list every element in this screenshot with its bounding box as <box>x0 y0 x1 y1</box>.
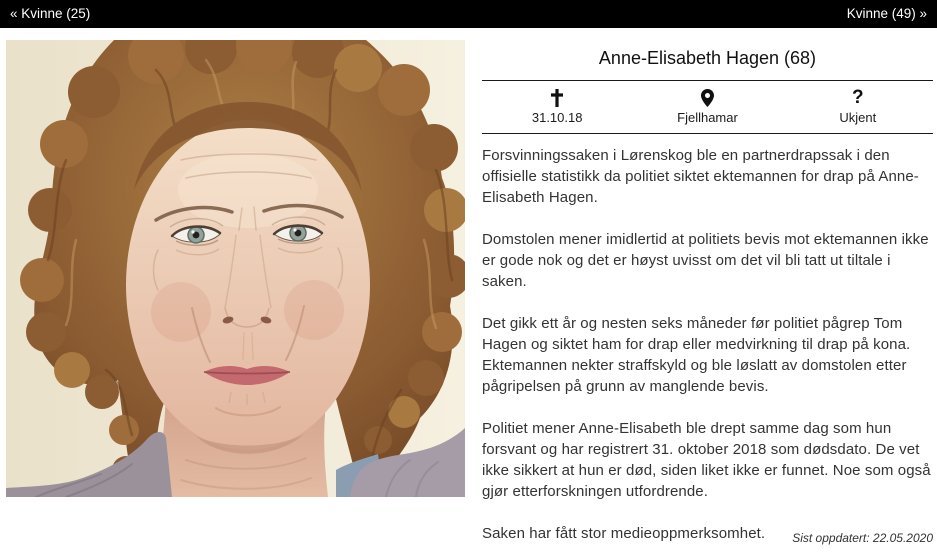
article-body <box>482 134 933 544</box>
location-pin-icon <box>632 88 782 107</box>
article-paragraph: Saken har fått stor medieoppmerksomhet. <box>482 525 766 542</box>
question-mark-icon: ? <box>852 87 864 108</box>
death-date-label: 31.10.18 <box>531 110 583 125</box>
location-label: Fjellhamar <box>677 110 738 125</box>
article-paragraph: Domstolen mener imidlertid at politiets bevis mot ektemannen ikke er gode nok og det er høyst uvisst om det vil bli tatt ut tiltale i saken. <box>482 231 929 290</box>
page-title: Anne-Elisabeth Hagen (68) <box>598 48 817 68</box>
portrait-photo <box>6 40 465 497</box>
next-person-link[interactable]: Kvinne (49) » <box>846 6 927 21</box>
cross-icon <box>482 88 632 107</box>
article-paragraph: Politiet mener Anne-Elisabeth ble drept samme dag som hun forsvant og har registrert 31. oktober 2018 som dødsdato. De vet ikke sikkert at hun er død, siden liket ikke er funnet. Noe som også gjør etterforskningen utfordrende. <box>482 420 931 500</box>
article-paragraph: Forsvinningssaken i Lørenskog ble en partnerdrapssak i den offisielle statistikk da politiet siktet ektemannen for drap på Anne-Elisabeth Hagen. <box>482 147 919 206</box>
portrait-illustration <box>6 40 465 497</box>
article-panel <box>482 40 933 544</box>
status-label: Ukjent <box>839 110 877 125</box>
prev-person-link[interactable]: « Kvinne (25) <box>10 6 91 21</box>
facts-bar <box>482 80 933 134</box>
last-updated-note: Sist oppdatert: 22.05.2020 <box>792 531 933 545</box>
article-paragraph: Det gikk ett år og nesten seks måneder før politiet pågrep Tom Hagen og siktet ham for drap eller medvirkning til drap på kona. Ektemannen nekter straffskyld og ble løslatt av domstolen etter pågripelsen på grunn av manglende bevis. <box>482 315 911 395</box>
status-fact <box>783 88 933 125</box>
death-date-fact <box>482 88 632 125</box>
location-fact <box>632 88 782 125</box>
top-nav-bar <box>0 0 937 28</box>
